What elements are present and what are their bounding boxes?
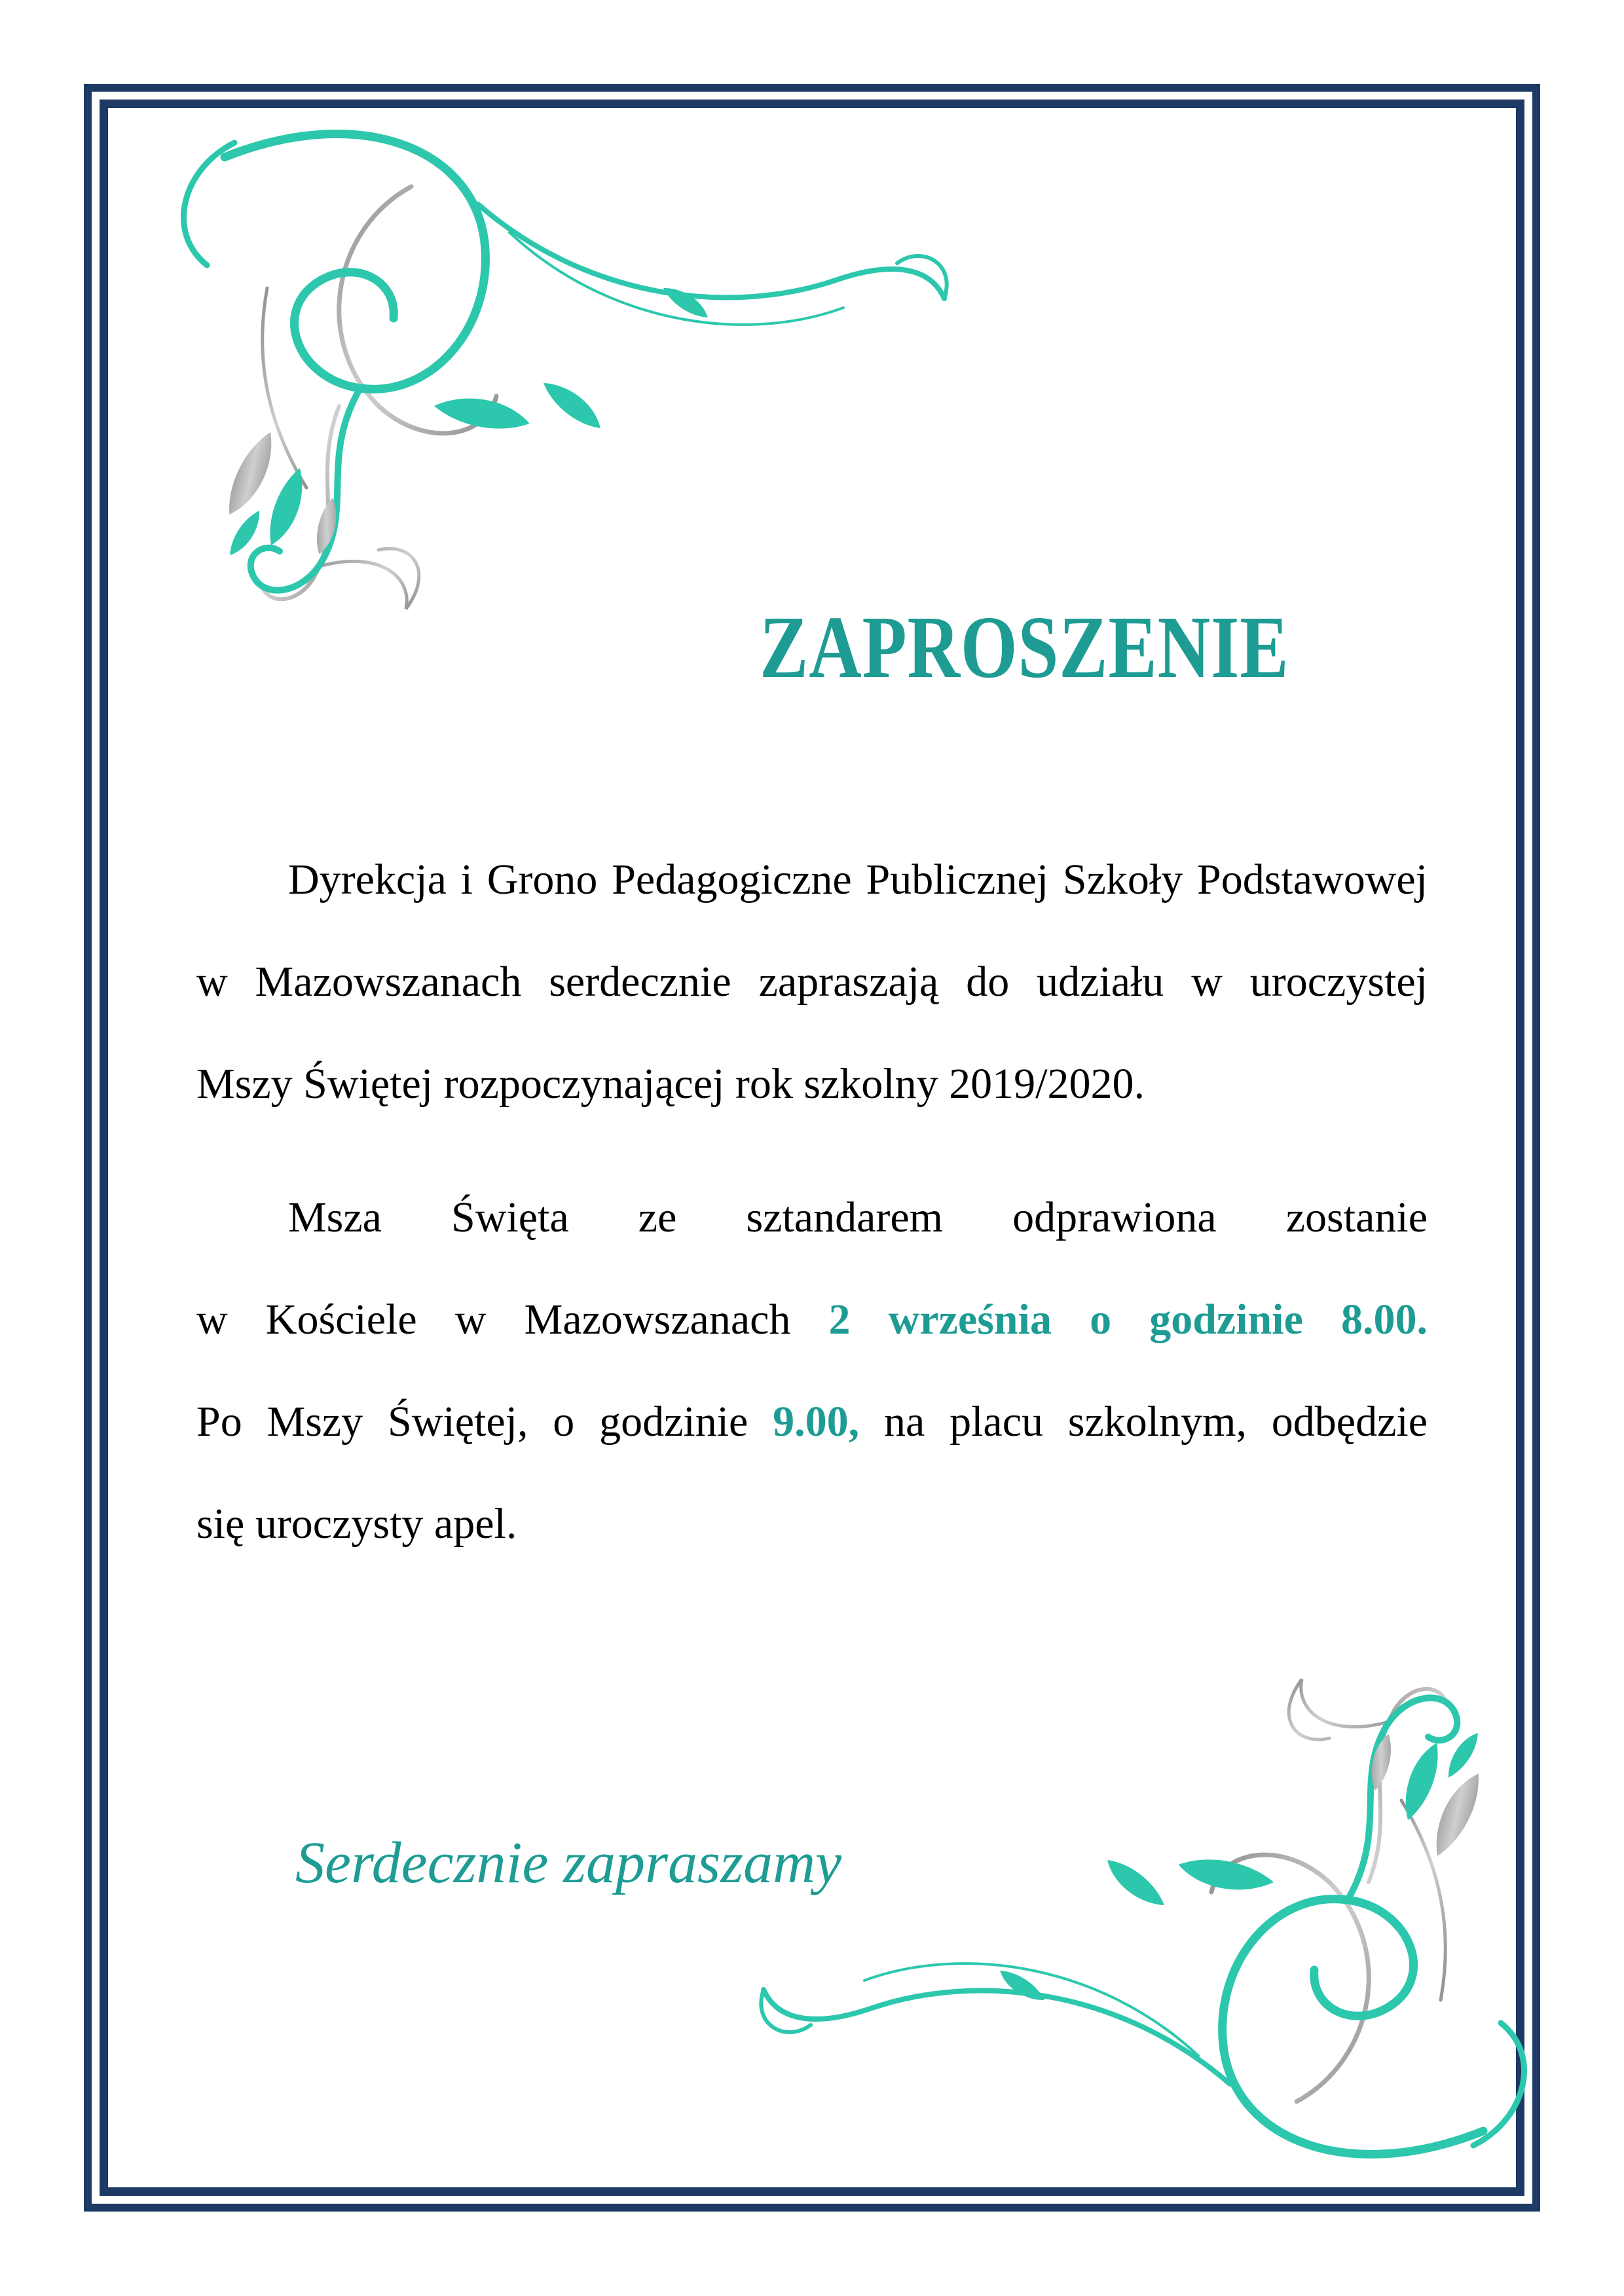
- highlighted-date-text: 9.00,: [773, 1398, 860, 1446]
- body-text: Po Mszy Świętej, o godzinie: [196, 1398, 773, 1446]
- page-title: ZAPROSZENIE: [760, 598, 1289, 697]
- invitation-paragraph: [196, 829, 1428, 1135]
- invitation-body: [196, 829, 1428, 1575]
- body-text: na placu szkolnym, odbędzie: [859, 1398, 1428, 1446]
- body-text: w Kościele w Mazowszanach: [196, 1296, 829, 1343]
- corner-flourish-top-left-icon: [103, 92, 968, 615]
- invitation-line: [196, 1167, 1428, 1269]
- highlighted-date-text: 2 września o godzinie 8.00.: [828, 1296, 1428, 1343]
- body-text: Mszy Świętej rozpoczynającej rok szkolny 2019/2020.: [196, 1060, 1145, 1108]
- invitation-line: [196, 829, 1428, 931]
- body-text: Msza Święta ze sztandarem odprawiona zostanie: [288, 1194, 1428, 1241]
- body-text: się uroczysty apel.: [196, 1500, 517, 1548]
- invitation-line: [196, 1033, 1428, 1135]
- body-text: Dyrekcja i Grono Pedagogiczne Publicznej Szkoły Podstawowej: [288, 856, 1428, 903]
- body-text: w Mazowszanach serdecznie zapraszają do udziału w uroczystej: [196, 958, 1428, 1006]
- invitation-line: [196, 931, 1428, 1033]
- invitation-line: [196, 1269, 1428, 1371]
- invitation-paragraph: [196, 1167, 1428, 1575]
- invitation-line: [196, 1371, 1428, 1473]
- signoff-text: Serdecznie zapraszamy: [295, 1831, 842, 1895]
- corner-flourish-bottom-right-icon: [740, 1673, 1604, 2196]
- invitation-line: [196, 1473, 1428, 1575]
